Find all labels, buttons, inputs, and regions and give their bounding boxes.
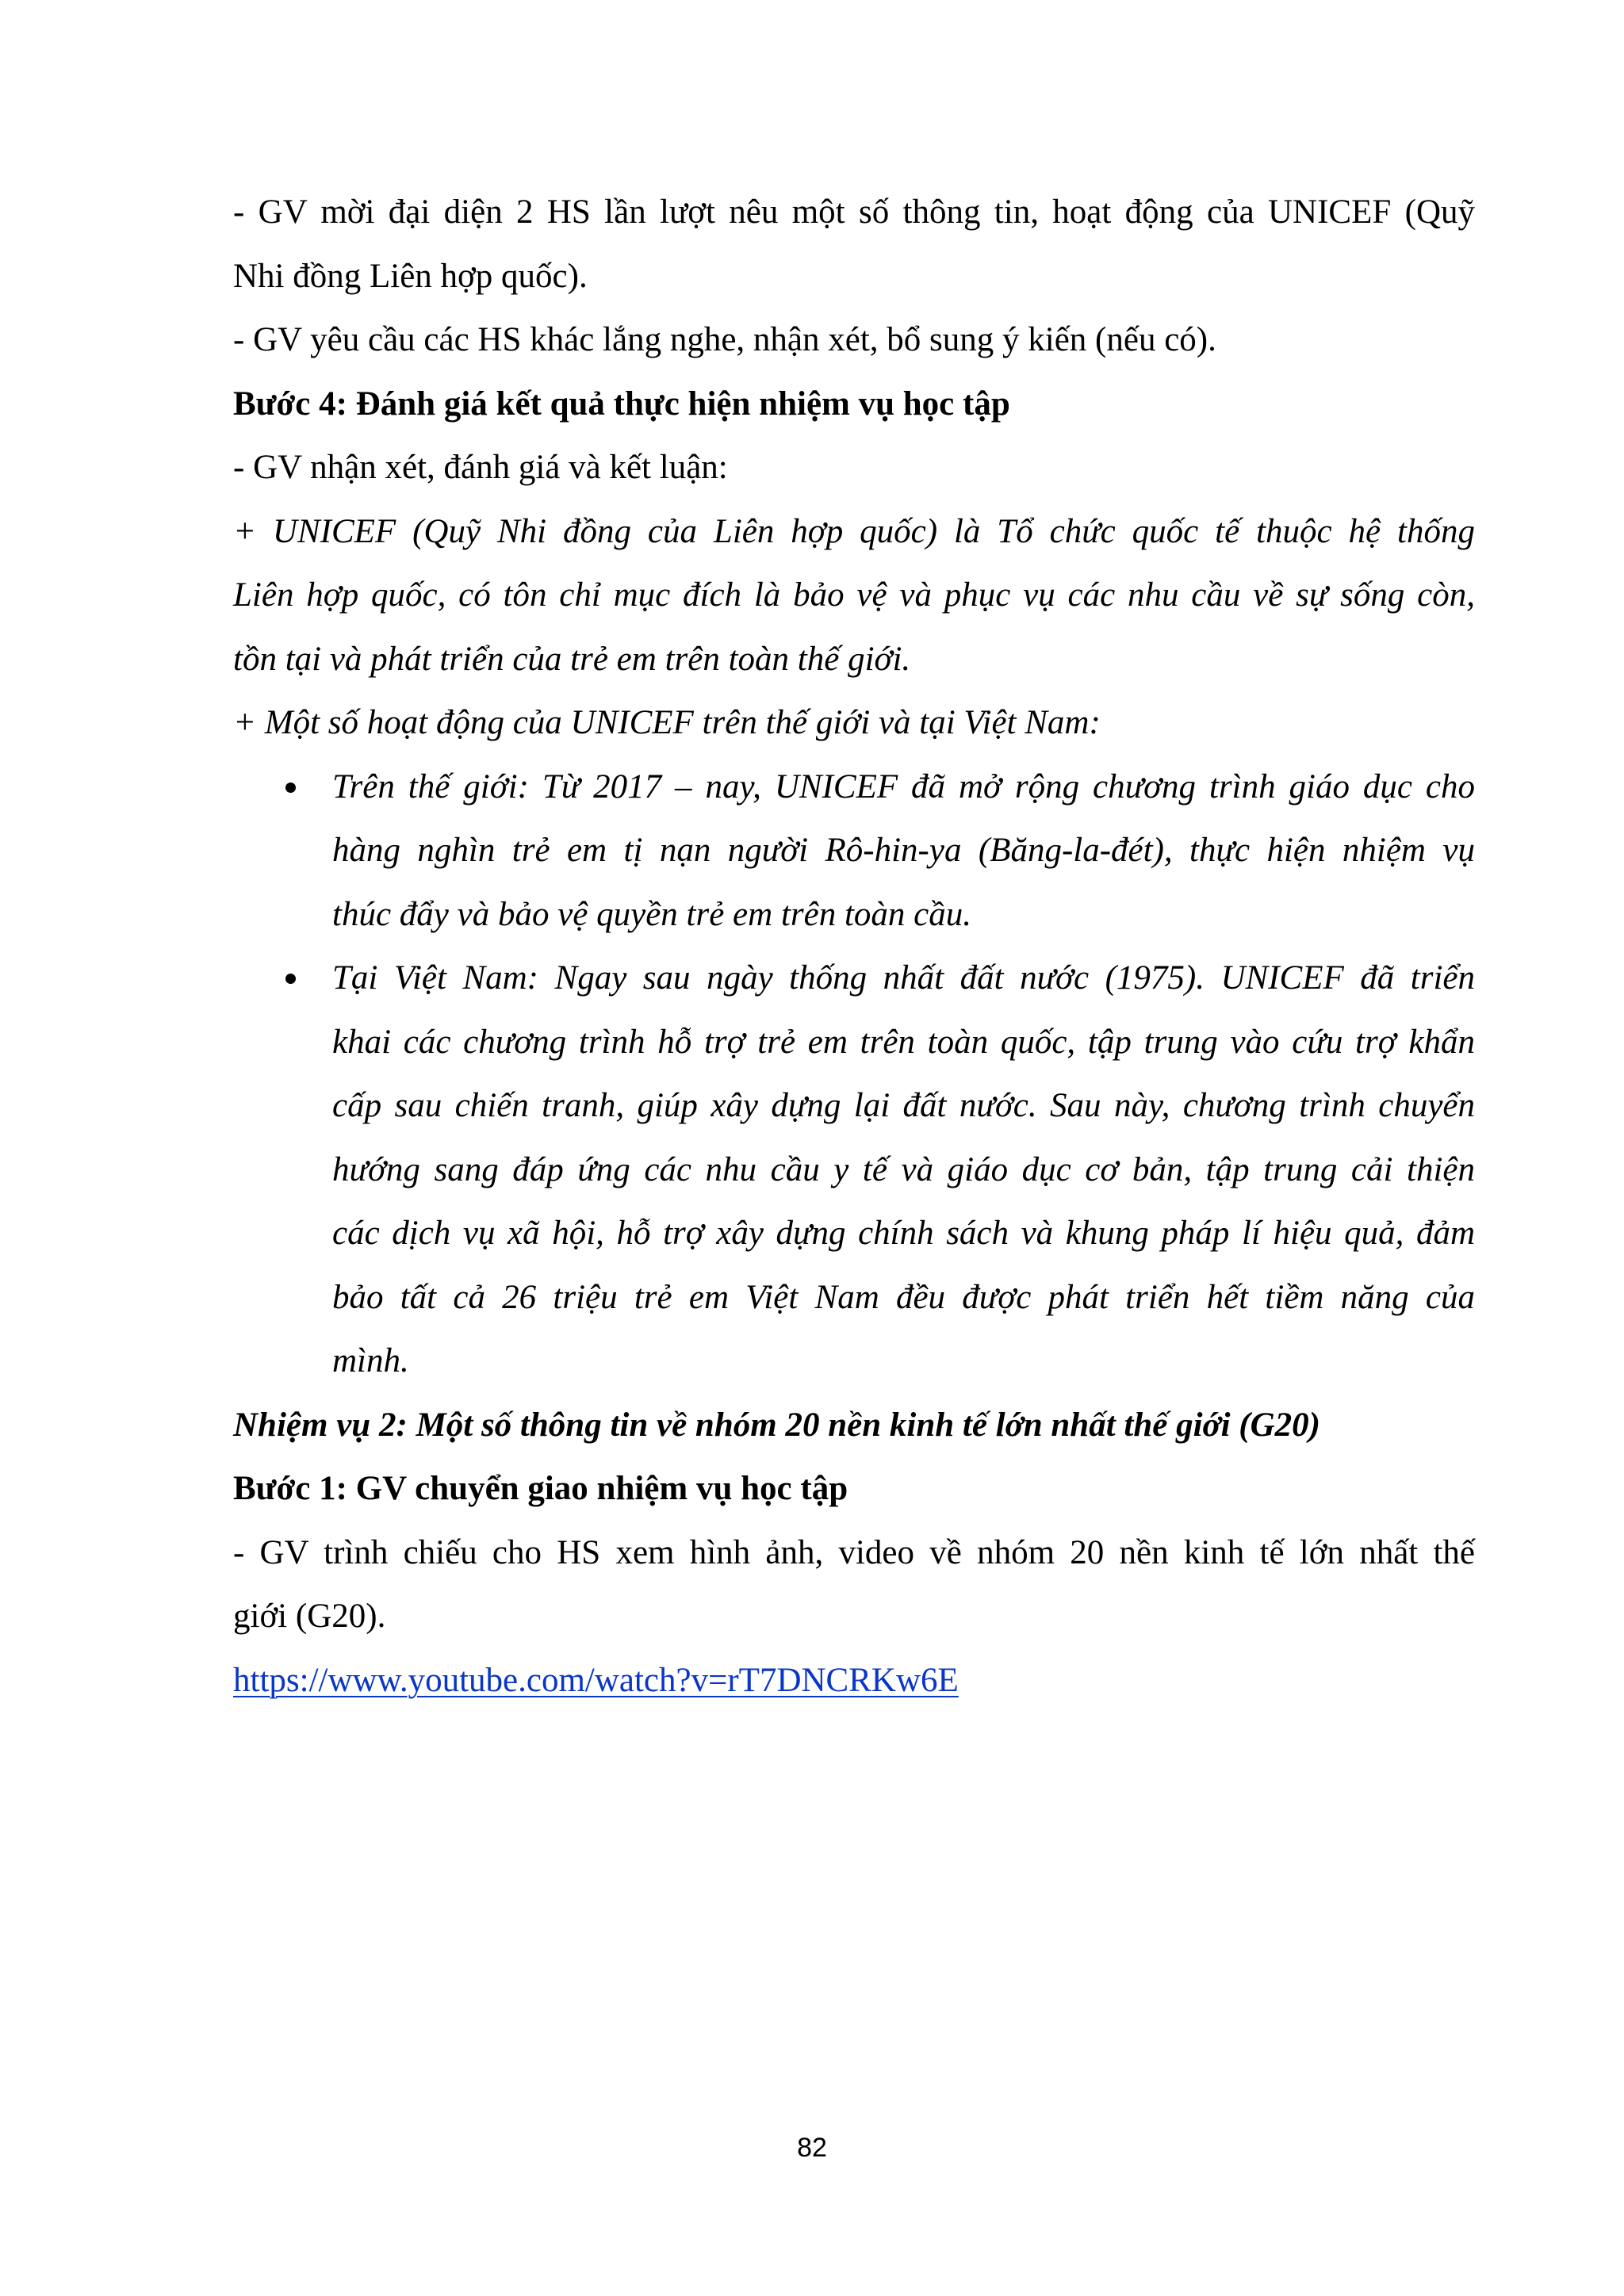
- task2-heading: Nhiệm vụ 2: Một số thông tin về nhóm 20 nền kinh tế lớn nhất thế giới (G20): [233, 1406, 1321, 1444]
- paragraph: - GV nhận xét, đánh giá và kết luận:: [233, 449, 728, 486]
- document-page: [233, 181, 1475, 1712]
- bullet-line: thúc đẩy và bảo vệ quyền trẻ em trên toàn cầu.: [332, 895, 971, 933]
- bullet-icon: [285, 783, 296, 793]
- bullet-line: bảo tất cả 26 triệu trẻ em Việt Nam đều được phát triển hết tiềm năng của: [332, 1278, 1475, 1316]
- paragraph: - GV yêu cầu các HS khác lắng nghe, nhận xét, bổ sung ý kiến (nếu có).: [233, 321, 1216, 358]
- bullet-line: mình.: [332, 1342, 409, 1380]
- bullet-item-vietnam: [233, 947, 1475, 1394]
- paragraph-line: tồn tại và phát triển của trẻ em trên toàn thế giới.: [233, 640, 911, 678]
- youtube-link[interactable]: https://www.youtube.com/watch?v=rT7DNCRKw6E: [233, 1661, 959, 1699]
- bullet-line: Trên thế giới: Từ 2017 – nay, UNICEF đã mở rộng chương trình giáo dục cho: [332, 767, 1475, 806]
- paragraph-line: - GV mời đại diện 2 HS lần lượt nêu một số thông tin, hoạt động của UNICEF (Quỹ: [233, 193, 1475, 231]
- step4-heading: Bước 4: Đánh giá kết quả thực hiện nhiệm vụ học tập: [233, 385, 1010, 423]
- bullet-line: cấp sau chiến tranh, giúp xây dựng lại đất nước. Sau này, chương trình chuyển: [332, 1087, 1475, 1124]
- paragraph-line: Liên hợp quốc, có tôn chỉ mục đích là bảo vệ và phục vụ các nhu cầu về sự sống còn,: [233, 576, 1475, 614]
- paragraph-line: - GV trình chiếu cho HS xem hình ảnh, video về nhóm 20 nền kinh tế lớn nhất thế: [233, 1533, 1475, 1571]
- link-row: [233, 1649, 1475, 1713]
- bullet-line: hàng nghìn trẻ em tị nạn người Rô-hin-ya (Băng-la-đét), thực hiện nhiệm vụ: [332, 832, 1475, 869]
- step1-heading: Bước 1: GV chuyển giao nhiệm vụ học tập: [233, 1470, 848, 1507]
- paragraph-line: giới (G20).: [233, 1598, 386, 1635]
- paragraph-line: Nhi đồng Liên hợp quốc).: [233, 257, 588, 295]
- bullet-line: các dịch vụ xã hội, hỗ trợ xây dựng chính sách và khung pháp lí hiệu quả, đảm: [332, 1215, 1475, 1252]
- bullet-line: hướng sang đáp ứng các nhu cầu y tế và giáo dục cơ bản, tập trung cải thiện: [332, 1150, 1475, 1188]
- bullet-icon: [285, 974, 296, 984]
- bullet-item-world: [233, 756, 1475, 947]
- bullet-line: khai các chương trình hỗ trợ trẻ em trên toàn quốc, tập trung vào cứu trợ khẩn: [332, 1023, 1475, 1061]
- paragraph-line: + UNICEF (Quỹ Nhi đồng của Liên hợp quốc) là Tổ chức quốc tế thuộc hệ thống: [233, 512, 1475, 550]
- page-number: 82: [797, 2133, 827, 2163]
- paragraph: + Một số hoạt động của UNICEF trên thế giới và tại Việt Nam:: [233, 704, 1101, 741]
- bullet-line: Tại Việt Nam: Ngay sau ngày thống nhất đất nước (1975). UNICEF đã triển: [332, 959, 1475, 997]
